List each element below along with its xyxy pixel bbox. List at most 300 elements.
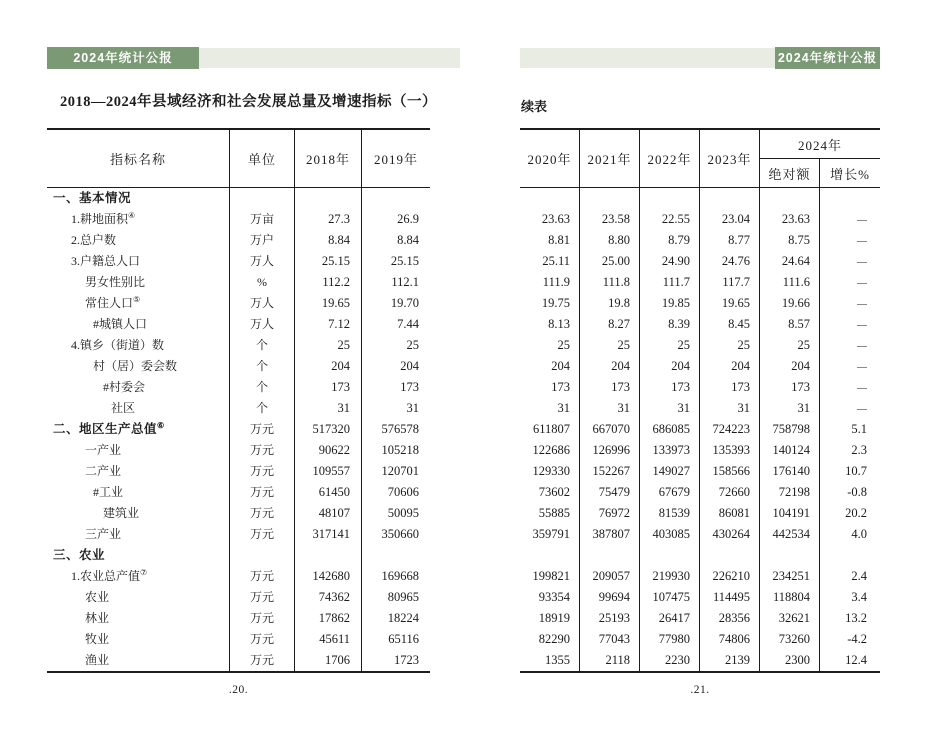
indicator-name-cell: 3.户籍总人口 [47, 251, 230, 272]
column-header-2018: 2018年 [295, 130, 362, 187]
column-header-2024: 2024年 [760, 130, 880, 159]
table-row [520, 188, 880, 209]
indicator-name-cell: 1.耕地面积④ [47, 209, 230, 230]
value-cell-2024-absolute: 25 [760, 335, 820, 356]
value-cell-2024-absolute: 73260 [760, 629, 820, 650]
left-banner-label: 2024年统计公报 [73, 51, 173, 65]
value-cell-2021: 111.8 [580, 272, 640, 293]
value-cell-2024-absolute: 758798 [760, 419, 820, 440]
growth-cell [820, 335, 880, 356]
unit-cell: 万人 [230, 314, 295, 335]
value-cell-2024-absolute: 118804 [760, 587, 820, 608]
value-cell-2019: 576578 [381, 422, 419, 436]
value-cell-2023: 86081 [700, 503, 760, 524]
value-cell-2021: 23.58 [580, 209, 640, 230]
table-row [520, 461, 880, 482]
value-cell-2018: 61450 [295, 482, 362, 503]
value-cell-2022: 8.39 [640, 314, 700, 335]
value-cell-2022: 26417 [640, 608, 700, 629]
value-cell-2024-absolute: 8.57 [760, 314, 820, 335]
unit-cell: 万元 [230, 419, 295, 440]
value-cell-2024-absolute: 72198 [760, 482, 820, 503]
value-cell-2018: 7.12 [295, 314, 362, 335]
value-cell-2020: 8.13 [520, 314, 580, 335]
table-row [520, 419, 880, 440]
table-row [47, 545, 430, 566]
value-cell-2024-absolute: 32621 [760, 608, 820, 629]
no-data-mark: — [857, 341, 867, 352]
value-cell-2021: 204 [580, 356, 640, 377]
value-cell-2020: 173 [520, 377, 580, 398]
column-header-2021: 2021年 [580, 130, 640, 187]
value-cell-2022: 111.7 [640, 272, 700, 293]
value-cell-2018: 31 [295, 398, 362, 419]
value-cell-2024-absolute: 2300 [760, 650, 820, 671]
value-cell-2018: 19.65 [295, 293, 362, 314]
table-row [47, 188, 430, 209]
value-cell-2018: 112.2 [295, 272, 362, 293]
table-row [47, 587, 430, 608]
growth-cell: 20.2 [845, 506, 867, 520]
table-row [520, 650, 880, 671]
value-cell-2019: 65116 [388, 632, 419, 646]
value-cell-2018: 25.15 [295, 251, 362, 272]
value-cell-2020: 31 [520, 398, 580, 419]
value-cell-2023: 72660 [700, 482, 760, 503]
table-row [520, 524, 880, 545]
indicator-name-cell: 建筑业 [47, 503, 230, 524]
value-cell-2024-absolute: 8.75 [760, 230, 820, 251]
growth-cell: 12.4 [845, 653, 867, 667]
growth-cell [820, 188, 880, 209]
table-row [47, 398, 430, 419]
unit-cell: 个 [230, 335, 295, 356]
value-cell-2021 [580, 188, 640, 209]
growth-cell [820, 272, 880, 293]
value-cell-2018: 204 [295, 356, 362, 377]
right-table-body [520, 188, 880, 671]
table-row [520, 251, 880, 272]
table-row [47, 482, 430, 503]
left-table-header [47, 130, 430, 188]
value-cell-2021: 152267 [580, 461, 640, 482]
value-cell-2024-absolute: 204 [760, 356, 820, 377]
value-cell-2019: 7.44 [397, 317, 419, 331]
table-row [47, 356, 430, 377]
value-cell-2019: 173 [400, 380, 419, 394]
value-cell-2020: 199821 [520, 566, 580, 587]
table-row [520, 587, 880, 608]
value-cell-2024-absolute: 31 [760, 398, 820, 419]
value-cell-2020: 611807 [520, 419, 580, 440]
unit-cell: 万人 [230, 293, 295, 314]
value-cell-2024-absolute: 176140 [760, 461, 820, 482]
value-cell-2022: 403085 [640, 524, 700, 545]
value-cell-2020: 25.11 [520, 251, 580, 272]
value-cell-2018 [295, 188, 362, 209]
value-cell-2022: 19.85 [640, 293, 700, 314]
no-data-mark: — [857, 362, 867, 373]
right-table [520, 128, 880, 673]
value-cell-2022: 686085 [640, 419, 700, 440]
value-cell-2019: 50095 [387, 506, 419, 520]
value-cell-2020 [520, 545, 580, 566]
value-cell-2019: 26.9 [397, 212, 419, 226]
value-cell-2019: 204 [400, 359, 419, 373]
table-row [47, 629, 430, 650]
value-cell-2022 [640, 545, 700, 566]
value-cell-2023: 8.77 [700, 230, 760, 251]
column-header-growth: 增长% [830, 166, 870, 182]
unit-cell: 万元 [230, 587, 295, 608]
table-row [47, 650, 430, 671]
value-cell-2021: 99694 [580, 587, 640, 608]
value-cell-2018: 317141 [295, 524, 362, 545]
value-cell-2022: 204 [640, 356, 700, 377]
unit-cell: 万元 [230, 608, 295, 629]
value-cell-2021: 8.80 [580, 230, 640, 251]
value-cell-2021: 19.8 [580, 293, 640, 314]
value-cell-2019: 1723 [394, 653, 419, 667]
left-page-number: .20. [228, 684, 249, 696]
column-header-2023: 2023年 [700, 130, 760, 187]
value-cell-2019: 25.15 [390, 254, 419, 268]
value-cell-2021: 77043 [580, 629, 640, 650]
unit-cell: 万元 [230, 629, 295, 650]
value-cell-2023: 226210 [700, 566, 760, 587]
value-cell-2021: 31 [580, 398, 640, 419]
indicator-name-cell: 4.镇乡（街道）数 [47, 335, 230, 356]
unit-cell: 万元 [230, 566, 295, 587]
indicator-name-cell: 2.总户数 [47, 230, 230, 251]
growth-cell [820, 230, 880, 251]
value-cell-2021: 25.00 [580, 251, 640, 272]
value-cell-2021: 173 [580, 377, 640, 398]
value-cell-2018 [295, 545, 362, 566]
value-cell-2022: 219930 [640, 566, 700, 587]
value-cell-2018: 25 [295, 335, 362, 356]
value-cell-2023: 8.45 [700, 314, 760, 335]
no-data-mark: — [857, 215, 867, 226]
no-data-mark: — [857, 299, 867, 310]
table-row [520, 230, 880, 251]
indicator-name-cell: 渔业 [47, 650, 230, 671]
value-cell-2020: 82290 [520, 629, 580, 650]
unit-cell: 万元 [230, 503, 295, 524]
value-cell-2019: 31 [406, 401, 419, 415]
no-data-mark: — [857, 404, 867, 415]
value-cell-2023: 724223 [700, 419, 760, 440]
table-row [520, 608, 880, 629]
unit-cell: 个 [230, 377, 295, 398]
value-cell-2022: 149027 [640, 461, 700, 482]
growth-cell: 13.2 [845, 611, 867, 625]
value-cell-2021: 76972 [580, 503, 640, 524]
right-page-number: .21. [690, 684, 710, 696]
value-cell-2018: 90622 [295, 440, 362, 461]
unit-cell: 万元 [230, 482, 295, 503]
value-cell-2019: 350660 [381, 527, 419, 541]
growth-cell: 2.4 [851, 569, 867, 583]
value-cell-2019: 19.70 [390, 296, 419, 310]
value-cell-2022: 81539 [640, 503, 700, 524]
no-data-mark: — [857, 278, 867, 289]
value-cell-2019: 70606 [387, 485, 419, 499]
value-cell-2021 [580, 545, 640, 566]
no-data-mark: — [857, 320, 867, 331]
unit-cell: 万元 [230, 650, 295, 671]
table-row [47, 209, 430, 230]
no-data-mark: — [857, 383, 867, 394]
value-cell-2018: 17862 [295, 608, 362, 629]
value-cell-2018: 1706 [295, 650, 362, 671]
table-row [47, 608, 430, 629]
table-row [47, 230, 430, 251]
value-cell-2019 [362, 188, 430, 209]
value-cell-2023: 19.65 [700, 293, 760, 314]
indicator-name-cell: #工业 [47, 482, 230, 503]
table-row [47, 314, 430, 335]
value-cell-2019: 112.1 [391, 275, 419, 289]
value-cell-2023: 117.7 [700, 272, 760, 293]
table-row [520, 293, 880, 314]
value-cell-2024-absolute: 19.66 [760, 293, 820, 314]
table-row [47, 251, 430, 272]
value-cell-2018: 173 [295, 377, 362, 398]
value-cell-2023: 114495 [700, 587, 760, 608]
table-row [47, 377, 430, 398]
growth-cell: 10.7 [845, 464, 867, 478]
value-cell-2023: 28356 [700, 608, 760, 629]
value-cell-2020: 1355 [520, 650, 580, 671]
value-cell-2023: 173 [700, 377, 760, 398]
value-cell-2018: 48107 [295, 503, 362, 524]
value-cell-2022: 31 [640, 398, 700, 419]
value-cell-2021: 75479 [580, 482, 640, 503]
growth-cell: 3.4 [851, 590, 867, 604]
growth-cell [820, 293, 880, 314]
value-cell-2024-absolute: 234251 [760, 566, 820, 587]
value-cell-2023: 74806 [700, 629, 760, 650]
indicator-name-cell: 村（居）委会数 [47, 356, 230, 377]
growth-cell [820, 377, 880, 398]
table-row [520, 314, 880, 335]
value-cell-2021: 209057 [580, 566, 640, 587]
table-row [520, 503, 880, 524]
value-cell-2021: 25 [580, 335, 640, 356]
column-group-2024 [760, 130, 880, 187]
value-cell-2023: 135393 [700, 440, 760, 461]
value-cell-2024-absolute: 442534 [760, 524, 820, 545]
value-cell-2023: 23.04 [700, 209, 760, 230]
value-cell-2019: 25 [406, 338, 419, 352]
table-row [520, 440, 880, 461]
indicator-name-cell: 农业 [47, 587, 230, 608]
value-cell-2023: 24.76 [700, 251, 760, 272]
indicator-name-cell: 常住人口⑤ [47, 293, 230, 314]
value-cell-2020: 23.63 [520, 209, 580, 230]
value-cell-2021: 387807 [580, 524, 640, 545]
value-cell-2022: 67679 [640, 482, 700, 503]
unit-cell [230, 545, 295, 566]
value-cell-2022: 8.79 [640, 230, 700, 251]
table-row [47, 524, 430, 545]
right-banner [775, 47, 880, 69]
value-cell-2024-absolute: 24.64 [760, 251, 820, 272]
footnote-marker: ⑦ [140, 568, 148, 577]
growth-cell: 2.3 [851, 443, 867, 457]
table-row [47, 293, 430, 314]
value-cell-2018: 27.3 [295, 209, 362, 230]
column-header-2022: 2022年 [640, 130, 700, 187]
value-cell-2023: 25 [700, 335, 760, 356]
value-cell-2020 [520, 188, 580, 209]
indicator-name-cell: 二产业 [47, 461, 230, 482]
indicator-name-cell: 1.农业总产值⑦ [47, 566, 230, 587]
value-cell-2022: 22.55 [640, 209, 700, 230]
value-cell-2020: 129330 [520, 461, 580, 482]
value-cell-2022: 77980 [640, 629, 700, 650]
table-row [520, 566, 880, 587]
column-header-indicator: 指标名称 [47, 130, 230, 187]
value-cell-2022: 25 [640, 335, 700, 356]
value-cell-2020: 25 [520, 335, 580, 356]
growth-cell: -4.2 [847, 632, 867, 646]
table-row [47, 419, 430, 440]
value-cell-2024-absolute: 173 [760, 377, 820, 398]
value-cell-2024-absolute [760, 188, 820, 209]
footnote-marker: ⑥ [157, 420, 165, 430]
value-cell-2020: 359791 [520, 524, 580, 545]
value-cell-2020: 18919 [520, 608, 580, 629]
growth-cell [820, 545, 880, 566]
value-cell-2022: 133973 [640, 440, 700, 461]
indicator-name-cell: 一、基本情况 [47, 188, 230, 209]
indicator-name-cell: #城镇人口 [47, 314, 230, 335]
value-cell-2018: 8.84 [295, 230, 362, 251]
value-cell-2023: 2139 [700, 650, 760, 671]
growth-cell: 4.0 [851, 527, 867, 541]
table-row [47, 272, 430, 293]
value-cell-2022: 2230 [640, 650, 700, 671]
value-cell-2019 [362, 545, 430, 566]
value-cell-2019: 80965 [387, 590, 419, 604]
table-row [47, 440, 430, 461]
right-banner-label: 2024年统计公报 [777, 51, 878, 65]
table-row [520, 629, 880, 650]
table-row [520, 398, 880, 419]
value-cell-2020: 8.81 [520, 230, 580, 251]
value-cell-2022: 107475 [640, 587, 700, 608]
column-header-2019: 2019年 [373, 152, 418, 167]
table-row [47, 566, 430, 587]
indicator-name-cell: 社区 [47, 398, 230, 419]
footnote-marker: ④ [128, 211, 136, 220]
value-cell-2018: 142680 [295, 566, 362, 587]
table-row [520, 482, 880, 503]
indicator-name-cell: 牧业 [47, 629, 230, 650]
no-data-mark: — [857, 236, 867, 247]
value-cell-2021: 2118 [580, 650, 640, 671]
growth-cell [820, 251, 880, 272]
growth-cell: 5.1 [851, 422, 867, 436]
growth-cell [820, 314, 880, 335]
value-cell-2018: 517320 [295, 419, 362, 440]
value-cell-2019: 105218 [381, 443, 419, 457]
growth-cell [820, 398, 880, 419]
indicator-name-cell: 二、地区生产总值⑥ [47, 419, 230, 440]
table-row [520, 335, 880, 356]
value-cell-2020: 93354 [520, 587, 580, 608]
indicator-name-cell: 林业 [47, 608, 230, 629]
no-data-mark: — [857, 257, 867, 268]
value-cell-2024-absolute [760, 545, 820, 566]
value-cell-2018: 74362 [295, 587, 362, 608]
indicator-name-cell: 三产业 [47, 524, 230, 545]
value-cell-2021: 8.27 [580, 314, 640, 335]
left-banner [47, 47, 199, 69]
value-cell-2023: 31 [700, 398, 760, 419]
value-cell-2019: 8.84 [397, 233, 419, 247]
column-header-2020: 2020年 [520, 130, 580, 187]
value-cell-2019: 169668 [381, 569, 419, 583]
unit-cell: 万户 [230, 230, 295, 251]
indicator-name-cell: 一产业 [47, 440, 230, 461]
growth-cell [820, 209, 880, 230]
value-cell-2020: 73602 [520, 482, 580, 503]
value-cell-2021: 667070 [580, 419, 640, 440]
unit-cell: 万元 [230, 461, 295, 482]
left-table-body [47, 188, 430, 671]
value-cell-2023: 204 [700, 356, 760, 377]
table-row [520, 545, 880, 566]
value-cell-2020: 19.75 [520, 293, 580, 314]
growth-cell [820, 356, 880, 377]
continued-table-label: 续表 [521, 99, 548, 114]
unit-cell: 万人 [230, 251, 295, 272]
unit-cell: 个 [230, 356, 295, 377]
unit-cell [230, 188, 295, 209]
column-header-unit: 单位 [230, 130, 295, 187]
table-row [47, 503, 430, 524]
value-cell-2023: 158566 [700, 461, 760, 482]
table-row [47, 335, 430, 356]
value-cell-2024-absolute: 23.63 [760, 209, 820, 230]
value-cell-2018: 45611 [295, 629, 362, 650]
table-row [520, 209, 880, 230]
indicator-name-cell: 三、农业 [47, 545, 230, 566]
value-cell-2021: 25193 [580, 608, 640, 629]
value-cell-2019: 18224 [387, 611, 419, 625]
table-title: 2018—2024年县域经济和社会发展总量及增速指标（一） [60, 94, 437, 110]
column-header-absolute: 绝对额 [760, 159, 820, 187]
value-cell-2023 [700, 545, 760, 566]
unit-cell: 万亩 [230, 209, 295, 230]
growth-cell: -0.8 [847, 485, 867, 499]
footnote-marker: ⑤ [133, 295, 141, 304]
unit-cell: % [230, 272, 295, 293]
table-row [520, 377, 880, 398]
value-cell-2023: 430264 [700, 524, 760, 545]
value-cell-2022: 173 [640, 377, 700, 398]
value-cell-2023 [700, 188, 760, 209]
left-table [47, 128, 430, 673]
value-cell-2024-absolute: 140124 [760, 440, 820, 461]
right-table-header [520, 130, 880, 188]
value-cell-2021: 126996 [580, 440, 640, 461]
value-cell-2022 [640, 188, 700, 209]
value-cell-2018: 109557 [295, 461, 362, 482]
